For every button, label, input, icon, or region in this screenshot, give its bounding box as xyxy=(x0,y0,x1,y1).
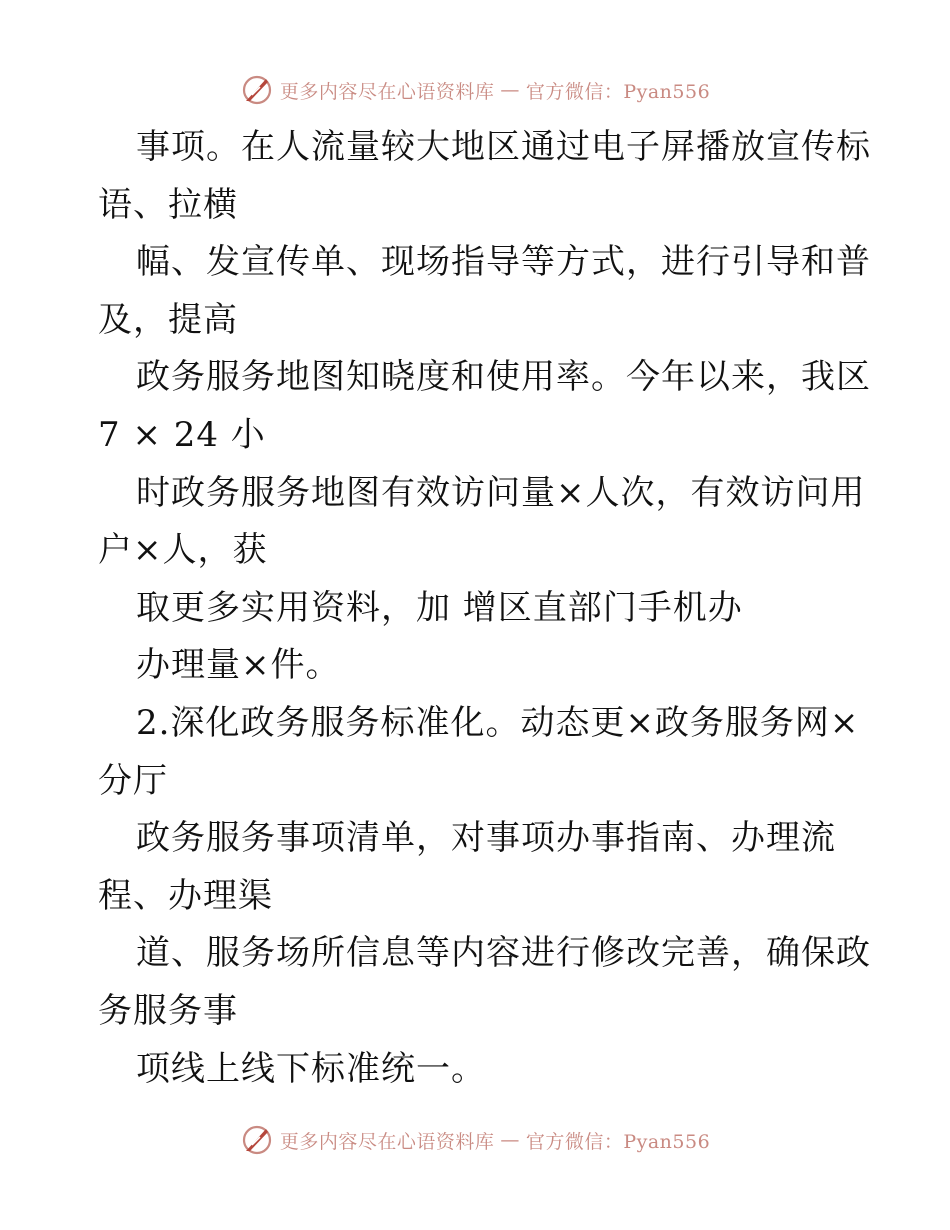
header-watermark xyxy=(0,70,950,110)
body-line: 程、办理渠 xyxy=(98,875,273,916)
watermark-brand-text: 更多内容尽在心语资料库 xyxy=(279,80,495,103)
body-line: 7 × 24 小 xyxy=(98,414,266,455)
body-line: 幅、发宣传单、现场指导等方式，进行引导和普 xyxy=(136,242,871,283)
footer-watermark xyxy=(0,1120,950,1160)
body-line: 户×人，获 xyxy=(98,530,268,571)
watermark-separator: — xyxy=(500,1129,520,1151)
feather-pen-logo-icon xyxy=(240,1123,274,1157)
body-line: 事项。在人流量较大地区通过电子屏播放宣传标 xyxy=(136,127,871,167)
watermark-brand-text: 更多内容尽在心语资料库 xyxy=(279,1130,495,1153)
feather-pen-logo-icon xyxy=(240,73,274,107)
body-line: 分厅 xyxy=(98,760,168,801)
body-line: 取更多实用资料，加 增区直部门手机办 xyxy=(136,587,743,628)
body-line: 政务服务地图知晓度和使用率。今年以来，我区 xyxy=(136,357,871,398)
document-body xyxy=(98,119,871,1098)
watermark-separator: — xyxy=(500,79,520,101)
watermark-wechat-text: 官方微信：Pyan556 xyxy=(525,1130,711,1153)
body-line: 办理量×件。 xyxy=(136,645,341,686)
body-line: 2.深化政务服务标准化。动态更×政务服务网× xyxy=(136,702,860,743)
body-line: 语、拉横 xyxy=(98,184,238,225)
body-line: 时政务服务地图有效访问量×人次，有效访问用 xyxy=(136,472,866,513)
watermark-wechat-text: 官方微信：Pyan556 xyxy=(525,80,711,103)
body-line: 务服务事 xyxy=(98,990,238,1031)
body-line: 项线上线下标准统一。 xyxy=(136,1048,486,1089)
body-line: 道、服务场所信息等内容进行修改完善，确保政 xyxy=(136,933,871,974)
body-line: 政务服务事项清单，对事项办事指南、办理流 xyxy=(136,818,836,859)
body-line: 及，提高 xyxy=(98,299,238,340)
